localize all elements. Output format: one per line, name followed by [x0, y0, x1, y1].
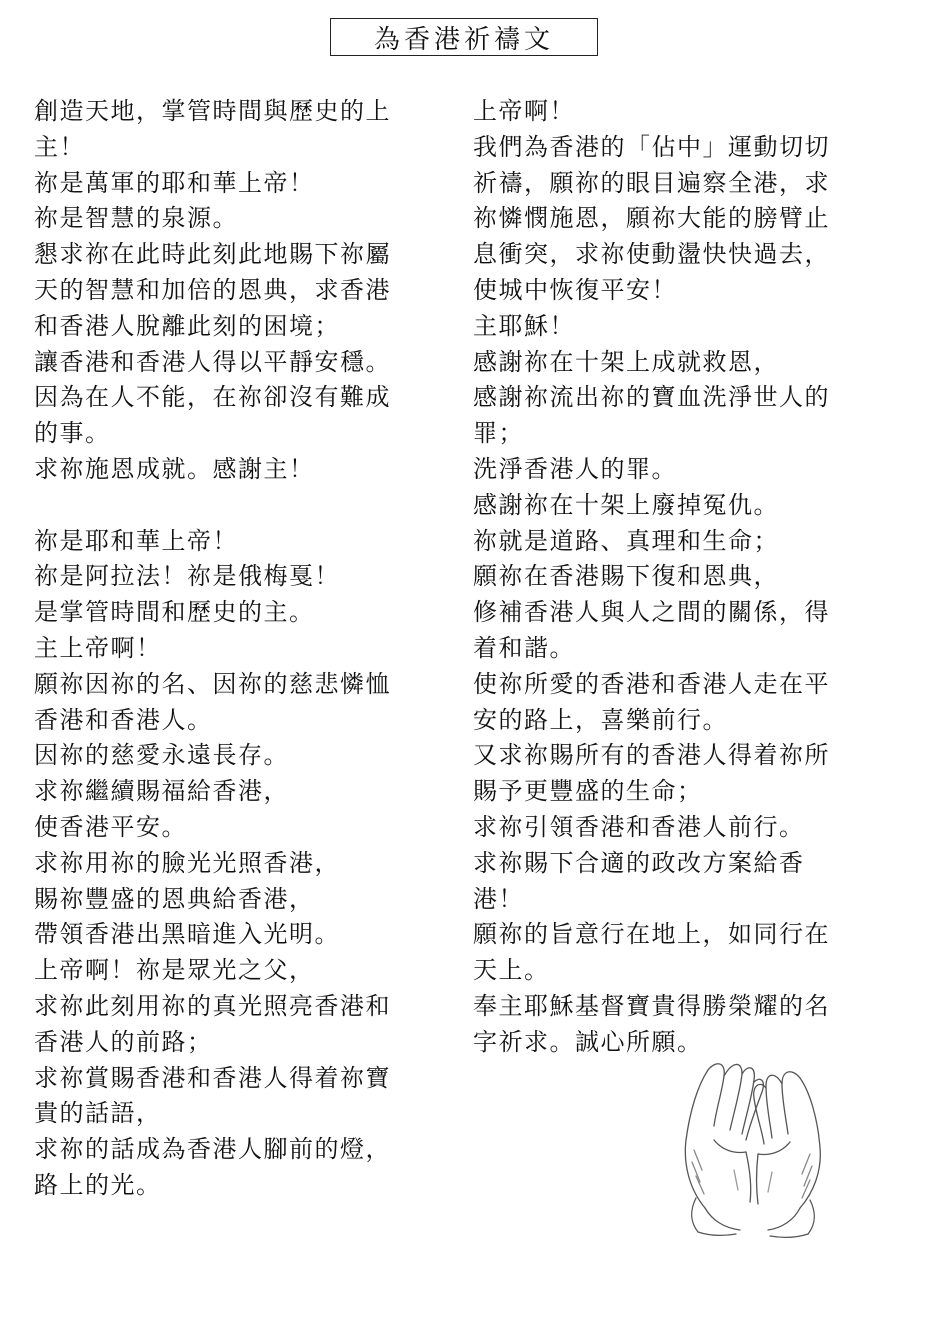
prayer-right-line: 修補香港人與人之間的關係，得: [473, 598, 830, 627]
prayer-left-line: 創造天地，掌管時間與歷史的上: [34, 97, 391, 125]
prayer-left-line: 因祢的慈愛永遠長存。: [34, 741, 289, 770]
prayer-left-line: 的事。: [34, 419, 111, 448]
prayer-column-right: [473, 94, 903, 1061]
prayer-left-line: 天的智慧和加倍的恩典，求香港: [34, 275, 391, 304]
prayer-right-line: 願祢的旨意行在地上，如同行在: [473, 920, 830, 949]
prayer-left-line: 讓香港和香港人得以平靜安穩。: [34, 347, 391, 376]
prayer-right-line: 安的路上，喜樂前行。: [473, 705, 728, 734]
prayer-right-line: 感謝祢在十架上成就救恩，: [473, 347, 779, 376]
prayer-right-line: 使祢所愛的香港和香港人走在平: [473, 669, 830, 698]
prayer-left-line: 上帝啊！祢是眾光之父，: [34, 956, 315, 985]
prayer-left-line: 主！: [34, 132, 85, 161]
prayer-right-line: 又求祢賜所有的香港人得着祢所: [473, 741, 830, 770]
prayer-right-line: 祢就是道路、真理和生命；: [473, 526, 779, 555]
prayer-left-line: 懇求祢在此時此刻此地賜下祢屬: [34, 240, 391, 269]
prayer-left-line: 願祢因祢的名、因祢的慈悲憐恤: [34, 669, 391, 698]
prayer-right-line: 港！: [473, 884, 524, 913]
prayer-right-line: 罪；: [473, 419, 524, 448]
prayer-left-line: 主上帝啊！: [34, 633, 162, 662]
prayer-right-line: 洗淨香港人的罪。: [473, 454, 677, 483]
prayer-right-line: 願祢在香港賜下復和恩典，: [473, 562, 779, 591]
prayer-right-line: 息衝突，求祢使動盪快快過去，: [473, 240, 830, 269]
prayer-right-line: 字祈求。誠心所願。: [473, 1027, 703, 1056]
prayer-right-line: 主耶穌！: [473, 311, 575, 340]
prayer-right-line: 感謝祢流出祢的寶血洗淨世人的: [473, 383, 830, 412]
prayer-right-line: 上帝啊！: [473, 97, 575, 125]
prayer-left-line: 是掌管時間和歷史的主。: [34, 598, 315, 627]
prayer-right-line: 天上。: [473, 956, 550, 985]
prayer-left-line: 祢是萬軍的耶和華上帝！: [34, 168, 315, 197]
prayer-right-line: 着和諧。: [473, 633, 575, 662]
praying-hands-icon: [650, 1030, 865, 1240]
page-title: 為香港祈禱文: [330, 18, 598, 56]
prayer-left-line: 賜祢豐盛的恩典給香港，: [34, 884, 315, 913]
prayer-left-line: 求祢此刻用祢的真光照亮香港和: [34, 991, 391, 1020]
prayer-right-line: 使城中恢復平安！: [473, 275, 677, 304]
prayer-right-line: 祢憐憫施恩，願祢大能的膀臂止: [473, 204, 830, 233]
prayer-right-line: 我們為香港的「佔中」運動切切: [473, 132, 830, 161]
prayer-left-line: 祢是耶和華上帝！: [34, 526, 238, 555]
prayer-left-line: 求祢賞賜香港和香港人得着祢寶: [34, 1063, 391, 1092]
prayer-right-line: 賜予更豐盛的生命；: [473, 777, 703, 806]
prayer-column-left: [34, 94, 466, 1204]
prayer-right-line: 奉主耶穌基督寶貴得勝榮耀的名: [473, 991, 830, 1020]
prayer-left-line: 求祢用祢的臉光光照香港，: [34, 848, 340, 877]
prayer-left-line: 香港人的前路；: [34, 1027, 213, 1056]
prayer-left-line: 路上的光。: [34, 1170, 162, 1199]
prayer-right-line: 求祢賜下合適的政改方案給香: [473, 848, 805, 877]
prayer-left-line: 和香港人脫離此刻的困境；: [34, 311, 340, 340]
prayer-left-line: 祢是阿拉法！祢是俄梅戛！: [34, 562, 340, 591]
prayer-left-line: 使香港平安。: [34, 812, 187, 841]
prayer-left-line: 祢是智慧的泉源。: [34, 204, 238, 233]
prayer-left-line: 貴的話語，: [34, 1099, 162, 1128]
prayer-left-line: 求祢的話成為香港人腳前的燈，: [34, 1135, 391, 1164]
prayer-left-line: 求祢繼續賜福給香港，: [34, 777, 289, 806]
prayer-left-line: [34, 488, 466, 524]
prayer-left-line: 香港和香港人。: [34, 705, 213, 734]
prayer-left-line: 因為在人不能，在祢卻沒有難成: [34, 383, 391, 412]
prayer-left-line: 帶領香港出黑暗進入光明。: [34, 920, 340, 949]
prayer-right-line: 求祢引領香港和香港人前行。: [473, 812, 805, 841]
prayer-right-line: 感謝祢在十架上廢掉冤仇。: [473, 490, 779, 519]
prayer-right-line: 祈禱，願祢的眼目遍察全港，求: [473, 168, 830, 197]
prayer-left-line: 求祢施恩成就。感謝主！: [34, 454, 315, 483]
